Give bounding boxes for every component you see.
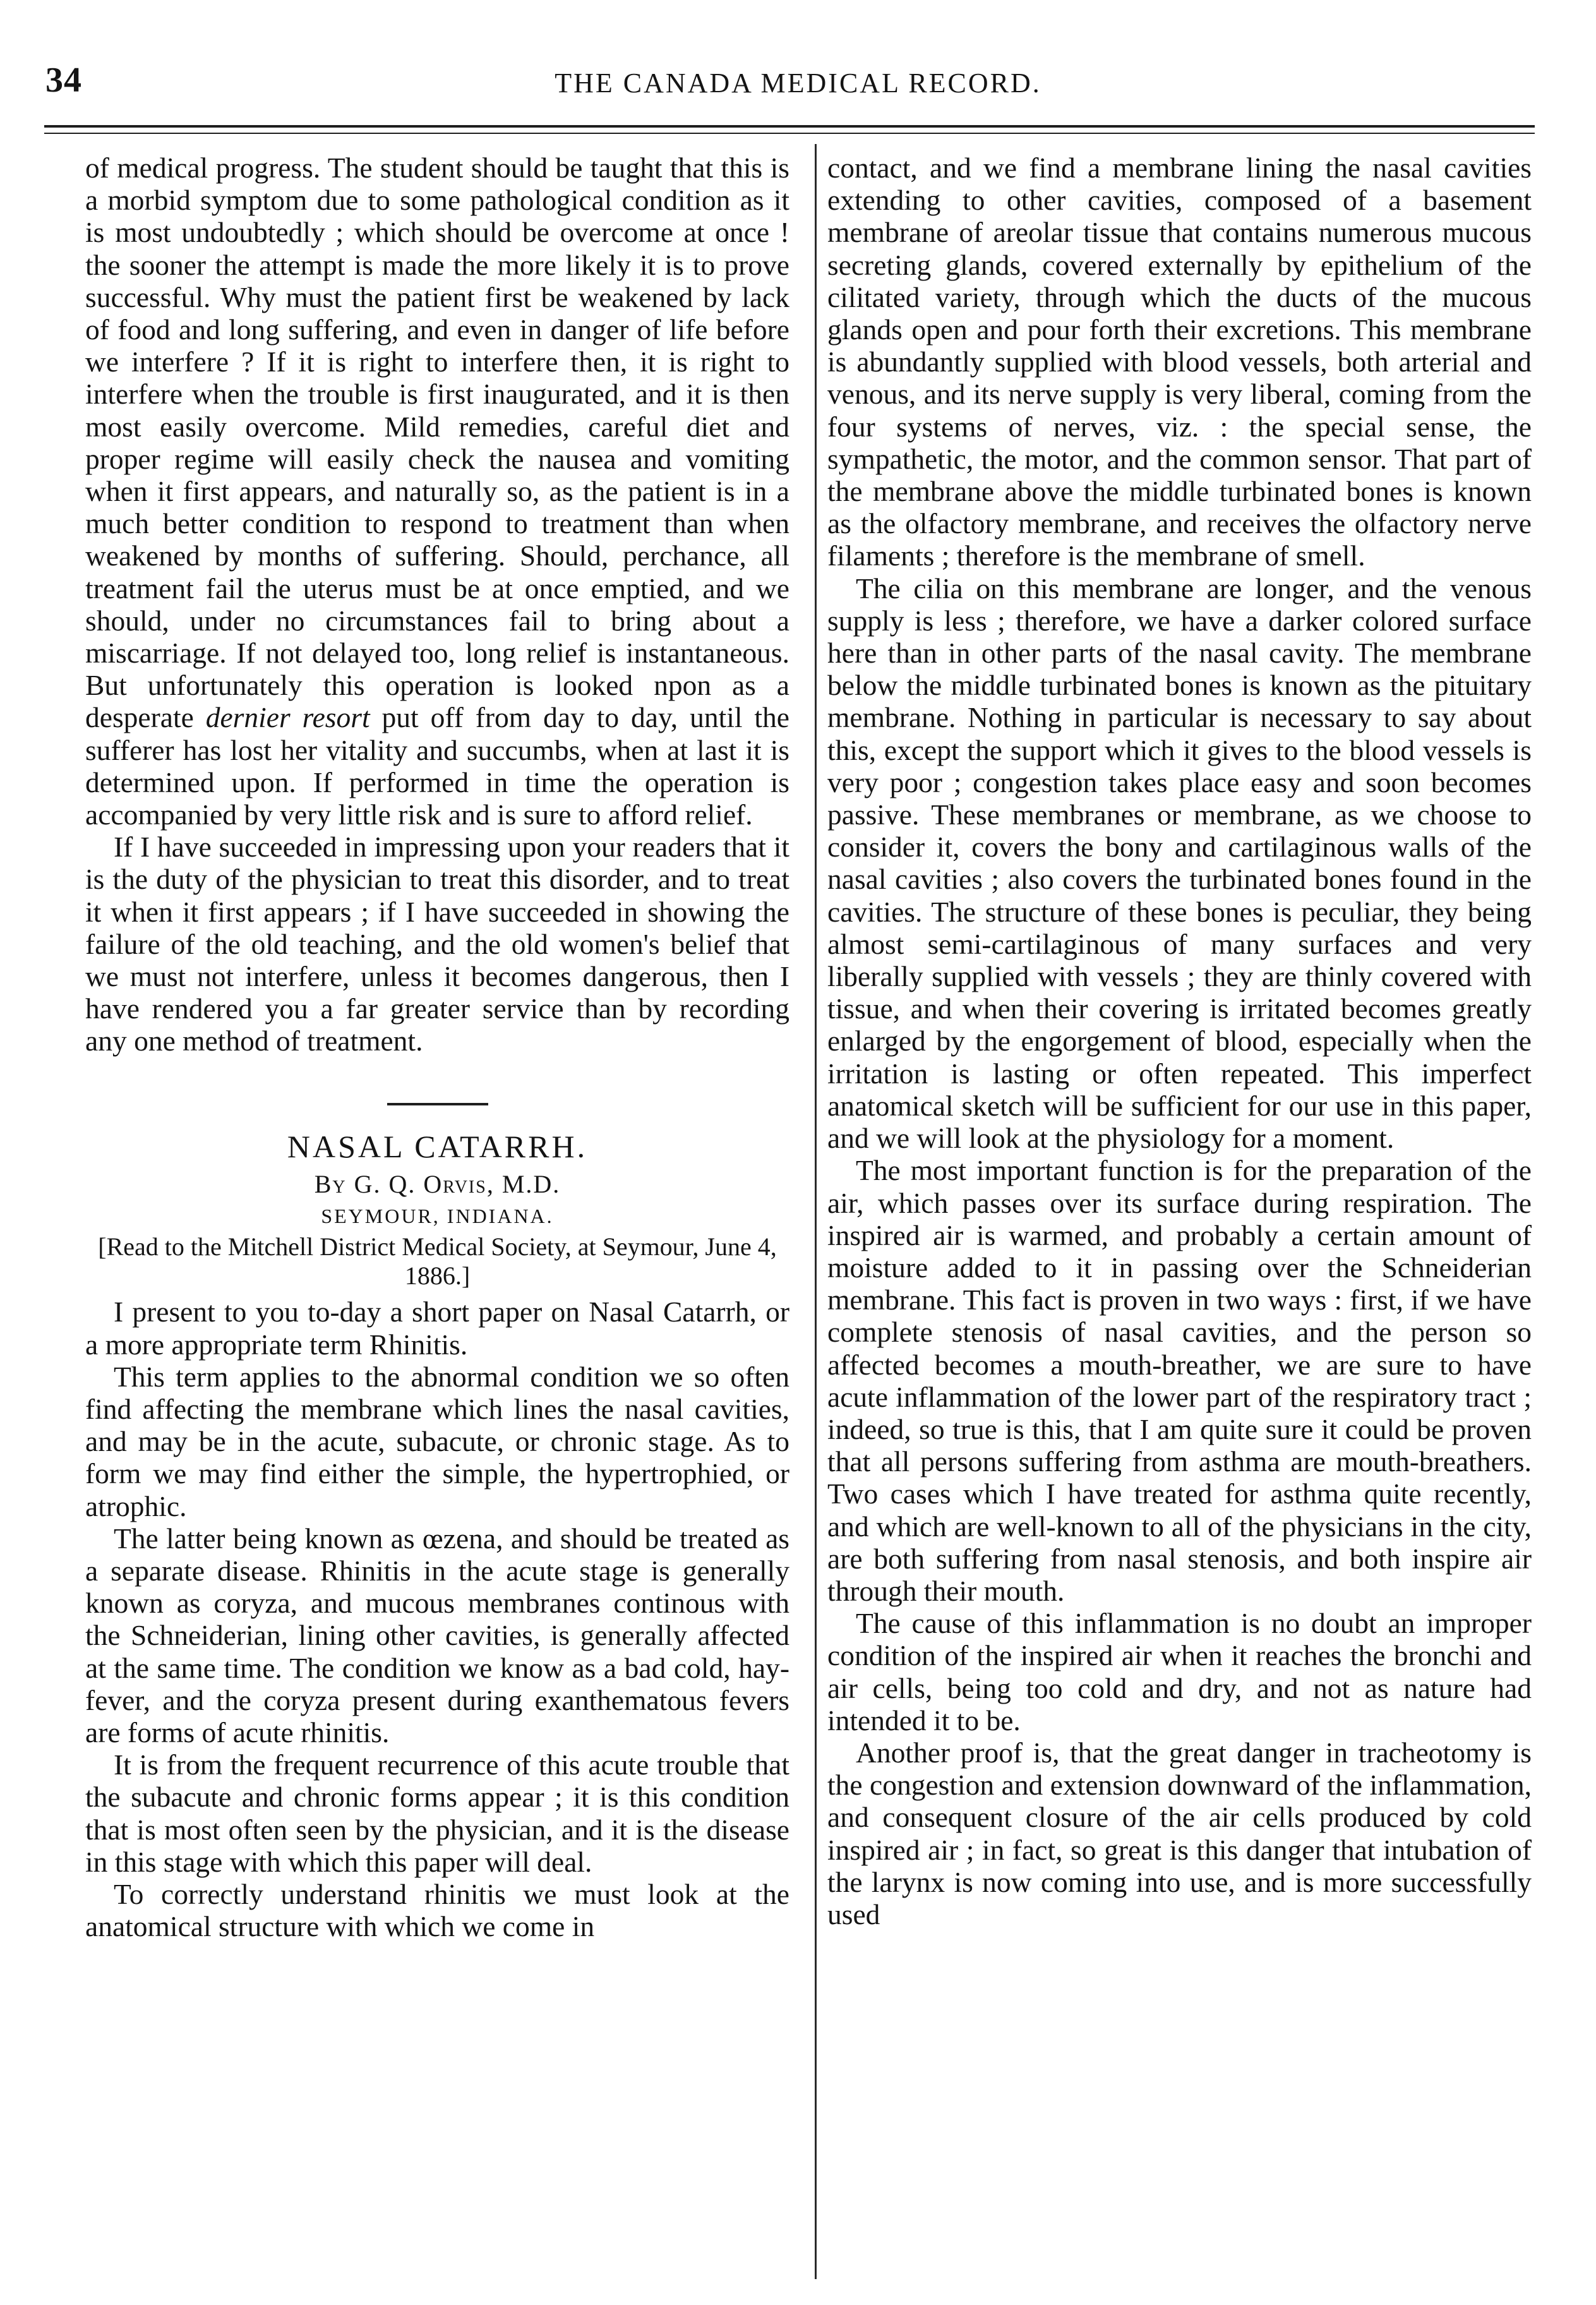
italic-phrase: dernier resort [205,701,370,734]
author-location: SEYMOUR, INDIANA. [321,1205,554,1228]
paragraph: This term applies to the abnormal condition we so often find affecting the membrane which lines the nasal cavities, and may be in the acute, subacute, or chronic stage. As to form we may find either the simple, the hypertrophied, or atrophic. [85,1360,789,1522]
paragraph: To correctly understand rhinitis we must look at the anatomical structure with which we come in [85,1877,789,1943]
read-note: [Read to the Mitchell District Medical Society, at Seymour, June 4, 1886.] [98,1232,777,1291]
paragraph: The latter being known as œzena, and should be treated as a separate disease. Rhinitis in the acute stage is generally known as coryza, and mucous membranes continous with the Schneiderian, lining other cavities, is generally affected at the same time. The condition we know as a bad cold, hay-fever, and the coryza present during exanthematous fevers are forms of acute rhinitis. [85,1522,789,1748]
paragraph: Another proof is, that the great danger in tracheotomy is the congestion and extension downward of the inflammation, and consequent closure of the air cells produced by cold inspired air ; in fact, so great is this danger that intubation of the larynx is now coming into use, and is more successfully used [827,1736,1532,1930]
paragraph [85,152,789,831]
paragraph: The cause of this inflammation is no doubt an improper condition of the inspired air when it reaches the bronchi and air cells, being too cold and dry, and not as nature had intended it to be. [827,1607,1532,1736]
paragraph: It is from the frequent recurrence of this acute trouble that the subacute and chronic forms appear ; it is this condition that is most often seen by the physician, and it is the disease in this stage with which this paper will deal. [85,1748,789,1878]
header-rule [44,125,1535,128]
header-rule-thin [44,133,1535,134]
page-number: 34 [45,61,82,100]
running-title: THE CANADA MEDICAL RECORD. [555,68,1041,99]
left-column [85,152,789,1942]
paragraph: If I have succeeded in impressing upon your readers that it is the duty of the physician to treat this disorder, and to treat it when it first appears ; if I have succeeded in showing the failure of the old teaching, and the old women's belief that we must not interfere, unless it becomes dangerous, then I have rendered you a far greater service than by recording any one method of treatment. [85,831,789,1057]
paragraph: The cilia on this membrane are longer, and the venous supply is less ; therefore, we have a darker colored surface here than in other parts of the nasal cavity. The membrane below the middle turbinated bones is known as the pituitary membrane. Nothing in particular is necessary to say about this, except the support which it gives to the blood vessels is very poor ; congestion takes place easy and soon becomes passive. These membranes or membrane, as we choose to consider it, covers the bony and cartilaginous walls of the nasal cavities ; also covers the turbinated bones found in the cavities. The structure of these bones is peculiar, they being almost semi-cartilaginous of many surfaces and very liberally supplied with vessels ; they are thinly covered with tissue, and when their covering is irritated becomes greatly enlarged by the engorgement of blood, especially when the irritation is lasting or often repeated. This imperfect anatomical sketch will be sufficient for our use in this paper, and we will look at the physiology for a moment. [827,572,1532,1155]
section-separator [387,1103,488,1105]
column-divider [815,144,817,2279]
paragraph: The most important function is for the preparation of the air, which passes over its surface during respiration. The inspired air is warmed, and probably a certain amount of moisture added to it in passing over the Schneiderian membrane. This fact is proven in two ways : first, if we have complete stenosis of nasal cavities, and the person so affected becomes a mouth-breather, we are sure to have acute inflammation of the lower part of the respiratory tract ; indeed, so true is this, that I am quite sure it could be proven that all persons suffering from asthma are mouth-breathers. Two cases which I have treated for asthma quite recently, and which are well-known to all of the physicians in the city, are both suffering from nasal stenosis, and both inspire air through their mouth. [827,1154,1532,1607]
article-title: NASAL CATARRH. [287,1128,588,1164]
text-run: put off from day to day, until the sufferer has lost her vitality and succumbs, when at last it is determined upon. If performed in time the operation is accompanied by very little risk and is sure to afford relief. [85,701,789,831]
text-run: of medical progress. The student should be taught that this is a morbid symptom due to some pathological condition as it is most undoubtedly ; which should be overcome at once ! the sooner the attempt is made the more likely it is to prove successful. Why must the patient first be weakened by lack of food and long suffering, and even in danger of life before we interfere ? If it is right to interfere then, it is right to interfere when the trouble is first inaugurated, and it is then most easily overcome. Mild remedies, careful diet and proper regime will easily check the nausea and vomiting when it first appears, and naturally so, as the patient is in a much better condition to respond to treatment than when weakened by months of suffering. Should, perchance, all treatment fail the uterus must be at once emptied, and we should, under no circumstances fail to bring about a miscarriage. If not delayed too, long relief is instantaneous. But unfortunately this operation is looked npon as a desperate [85,152,789,734]
right-column [827,152,1532,1930]
author-byline: By G. Q. Orvis, M.D. [314,1169,561,1198]
paragraph: contact, and we find a membrane lining the nasal cavities extending to other cavities, composed of a basement membrane of areolar tissue that contains numerous mucous secreting glands, covered externally by epithelium of the cilitated variety, through which the ducts of the mucous glands open and pour forth their excretions. This membrane is abundantly supplied with blood vessels, both arterial and venous, and its nerve supply is very liberal, coming from the four systems of nerves, viz. : the special sense, the sympathetic, the motor, and the common sensor. That part of the membrane above the middle turbinated bones is known as the olfactory membrane, and receives the olfactory nerve filaments ; therefore is the membrane of smell. [827,152,1532,572]
paragraph: I present to you to-day a short paper on Nasal Catarrh, or a more appropriate term Rhinitis. [85,1296,789,1361]
